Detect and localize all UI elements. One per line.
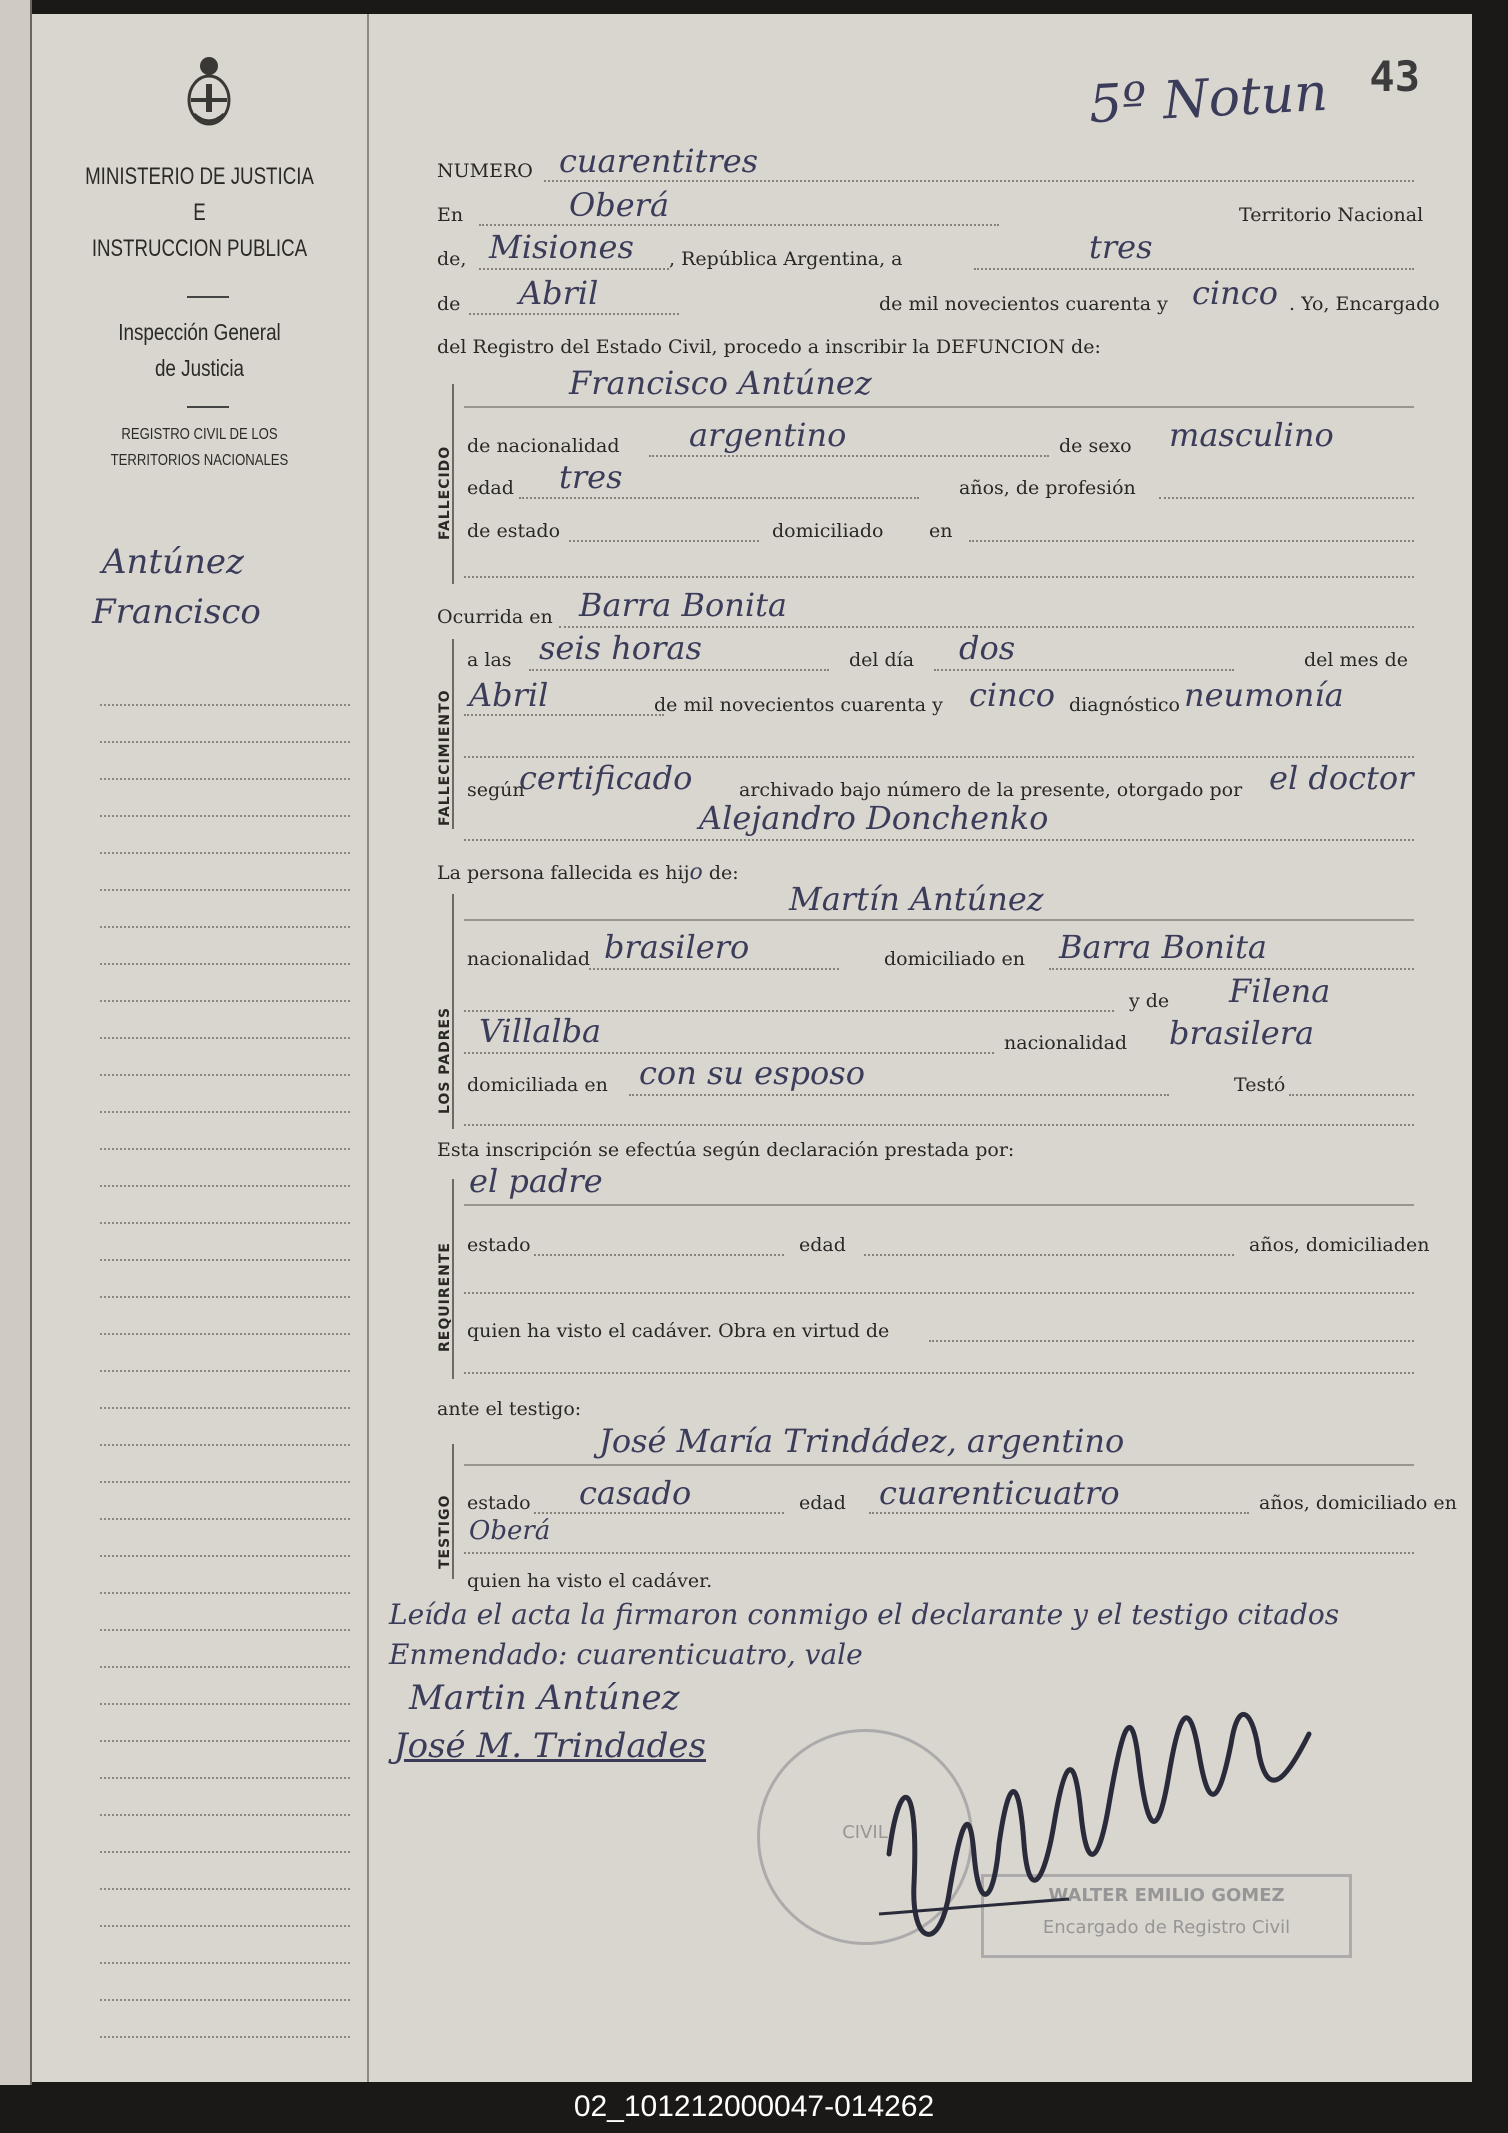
sexo-value: masculino (1169, 416, 1334, 454)
margin-line (100, 1629, 350, 1631)
padres-intro-suffix: o (689, 860, 703, 885)
book-spine (0, 0, 32, 2085)
dotted-line (519, 497, 919, 499)
closing-line-1: Leída el acta la firmaron conmigo el declarante y el testigo citados (389, 1598, 1340, 1631)
doctor-value: el doctor (1269, 759, 1414, 797)
margin-line (100, 1148, 350, 1150)
dotted-line (589, 968, 839, 970)
closing-line-2: Enmendado: cuarenticuatro, vale (389, 1638, 863, 1671)
margin-line (100, 778, 350, 780)
edad-label: edad (467, 477, 514, 499)
dotted-line (969, 540, 1414, 542)
stamp-role: Encargado de Registro Civil (1042, 1917, 1291, 1938)
margin-line (100, 1555, 350, 1557)
testigo-visto-label: quien ha visto el cadáver. (467, 1570, 713, 1592)
left-margin-column (32, 14, 369, 2082)
dotted-line (869, 1512, 1249, 1514)
domiciliado-padre-label: domiciliado en (884, 948, 1026, 970)
testigo-intro: ante el testigo: (437, 1398, 582, 1420)
dotted-line (1159, 497, 1414, 499)
dotted-line (1049, 968, 1414, 970)
padres-intro-end: de: (708, 862, 739, 884)
margin-line (100, 1777, 350, 1779)
ministry-line-1: MINISTERIO DE JUSTICIA (85, 163, 314, 190)
margin-surname: Antúnez (102, 542, 244, 582)
margin-line (100, 1185, 350, 1187)
dotted-line (649, 455, 1049, 457)
hora-value: seis horas (539, 629, 702, 667)
margin-line (100, 1518, 350, 1520)
margin-line (100, 1333, 350, 1335)
territorio-value: Misiones (489, 228, 634, 266)
dotted-line (534, 1254, 784, 1256)
registro-label: del Registro del Estado Civil, procedo a inscribir la DEFUNCION de: (437, 336, 1101, 358)
margin-line (100, 1370, 350, 1372)
office-line-1: Inspección General (118, 319, 281, 345)
margin-line (100, 1259, 350, 1261)
margin-line (100, 926, 350, 928)
padre-domicilio: Barra Bonita (1059, 928, 1267, 966)
nacionalidad-value: argentino (689, 416, 847, 454)
margin-line (100, 1999, 350, 2001)
margin-line (100, 1851, 350, 1853)
dotted-line (629, 1094, 1169, 1096)
testigo-estado-value: casado (579, 1474, 692, 1512)
dotted-line (534, 1512, 784, 1514)
margin-line (100, 1222, 350, 1224)
dotted-line (544, 180, 1414, 182)
margin-line (100, 889, 350, 891)
margin-line (100, 1481, 350, 1483)
diagnostico-label: diagnóstico (1069, 694, 1180, 716)
argentine-coat-of-arms-icon (182, 54, 236, 130)
dia-value: tres (1089, 228, 1153, 266)
dia-label: del día (849, 649, 915, 671)
section-testigo: TESTIGO (437, 1494, 453, 1569)
req-visto-label: quien ha visto el cadáver. Obra en virtud de (467, 1320, 890, 1342)
section-requirente: REQUIRENTE (437, 1242, 453, 1352)
margin-line (100, 1925, 350, 1927)
dotted-line (464, 839, 1414, 841)
registry-heading (62, 422, 337, 474)
dotted-line (464, 1124, 1414, 1126)
en-label: En (437, 204, 464, 226)
margin-line (100, 1037, 350, 1039)
office-heading (62, 314, 337, 386)
margin-line (100, 1962, 350, 1964)
segun-label: según (467, 779, 525, 801)
de-label: de, (437, 248, 467, 270)
margin-line (100, 963, 350, 965)
encargado-label: . Yo, Encargado (1289, 293, 1440, 315)
domiciliado-label: domiciliado (772, 520, 884, 542)
dotted-line (464, 1552, 1414, 1554)
testigo-anios-label: años, domiciliado en (1259, 1492, 1457, 1514)
margin-line (100, 1000, 350, 1002)
anio-value: cinco (1192, 274, 1278, 312)
testigo-nombre: José María Trindádez, argentino (599, 1422, 1125, 1460)
dotted-line (464, 576, 1414, 578)
anio-label: de mil novecientos cuarenta y (879, 293, 1168, 315)
margin-line (100, 1111, 350, 1113)
de2-label: de (437, 293, 461, 315)
section-padres: LOS PADRES (437, 1006, 453, 1114)
anio-fallec-label: de mil novecientos cuarenta y (654, 694, 943, 716)
office-line-2: de Justicia (154, 355, 245, 381)
stamp-circle-text: CIVIL (842, 1822, 888, 1843)
yde-label: y de (1129, 990, 1170, 1012)
mes-value: Abril (519, 274, 599, 312)
dotted-line (469, 313, 679, 315)
margin-line (100, 1888, 350, 1890)
margin-line (100, 2036, 350, 2038)
padre-nacionalidad: brasilero (604, 928, 750, 966)
dotted-line (974, 268, 1414, 270)
numero-value: cuarentitres (559, 142, 759, 180)
estado-label: de estado (467, 520, 561, 542)
ministry-line-3: INSTRUCCION PUBLICA (91, 235, 308, 262)
dotted-line (464, 756, 1414, 758)
req-en-label: en (1406, 1234, 1430, 1256)
rule-line (464, 1204, 1414, 1206)
archivado-label: archivado bajo número de la presente, otorgado por (739, 779, 1243, 801)
margin-line (100, 1407, 350, 1409)
testigo-estado-label: estado (467, 1492, 531, 1514)
signature-declarante: Martin Antúnez (409, 1678, 680, 1718)
diagnostico-value: neumonía (1184, 676, 1344, 714)
dotted-line (464, 1292, 1414, 1294)
domiciliada-label: domiciliada en (467, 1074, 608, 1096)
dotted-line (529, 669, 829, 671)
registry-line-1: REGISTRO CIVIL DE LOS (121, 426, 278, 443)
dotted-line (864, 1254, 1234, 1256)
margin-line (100, 1814, 350, 1816)
section-fallecido: FALLECIDO (437, 445, 453, 540)
en-label-2: en (929, 520, 953, 542)
section-fallecimiento: FALLECIMIENTO (437, 689, 453, 826)
rule-line (464, 406, 1414, 408)
nacionalidad-padre-label: nacionalidad (467, 948, 591, 970)
madre-apellido: Villalba (479, 1012, 602, 1050)
margin-line (100, 704, 350, 706)
padres-intro-text: La persona fallecida es hij (437, 862, 690, 884)
dotted-line (569, 540, 759, 542)
death-record-form (369, 14, 1472, 2082)
dotted-line (929, 1340, 1414, 1342)
dotted-line (1289, 1094, 1414, 1096)
dia-fallec-value: dos (959, 629, 1016, 667)
divider (187, 296, 229, 298)
mes-label: del mes de (1304, 649, 1408, 671)
margin-line (100, 852, 350, 854)
ministry-heading (69, 159, 330, 267)
testigo-edad-value: cuarenticuatro (879, 1474, 1120, 1512)
margin-line (100, 1740, 350, 1742)
dotted-line (479, 224, 999, 226)
madre-nombre: Filena (1229, 972, 1331, 1010)
madre-domicilio: con su esposo (639, 1054, 865, 1092)
margin-line (100, 1592, 350, 1594)
margin-line (100, 1444, 350, 1446)
doctor-name: Alejandro Donchenko (699, 799, 1049, 837)
alas-label: a las (467, 649, 512, 671)
dotted-line (559, 626, 1414, 628)
image-identifier: 02_101212000047-014262 (573, 2090, 935, 2123)
stamp-name: WALTER EMILIO GOMEZ (1048, 1885, 1285, 1906)
margin-given-name: Francisco (92, 592, 261, 632)
republica-label: , República Argentina, a (669, 248, 903, 270)
requirente-intro: Esta inscripción se efectúa según declaración prestada por: (437, 1139, 1015, 1161)
numero-label: NUMERO (437, 160, 533, 182)
testigo-edad-label: edad (799, 1492, 846, 1514)
req-estado-label: estado (467, 1234, 531, 1256)
mes-fallec-value: Abril (469, 676, 549, 714)
handwritten-top-note: 5º Notun (1087, 62, 1330, 136)
en-value: Oberá (569, 186, 670, 224)
ministry-line-2: E (193, 199, 206, 226)
profesion-label: años, de profesión (959, 477, 1136, 499)
lugar-value: Barra Bonita (579, 586, 787, 624)
dotted-line (464, 1372, 1414, 1374)
testigo-domicilio-value: Oberá (469, 1516, 551, 1546)
signature-testigo: José M. Trindades (394, 1726, 706, 1766)
margin-line (100, 1296, 350, 1298)
dotted-line (464, 714, 664, 716)
nacionalidad-label: de nacionalidad (467, 435, 620, 457)
document-page (32, 14, 1472, 2082)
margin-line (100, 1074, 350, 1076)
fallecido-nombre: Francisco Antúnez (569, 364, 872, 402)
declarante-value: el padre (469, 1162, 603, 1200)
margin-line (100, 1703, 350, 1705)
ocurrida-label: Ocurrida en (437, 606, 553, 628)
margin-line (100, 741, 350, 743)
testo-label: Testó (1234, 1074, 1286, 1096)
rule-line (464, 1464, 1414, 1466)
req-edad-label: edad (799, 1234, 846, 1256)
page-number: 43 (1369, 52, 1420, 101)
padre-nombre: Martín Antúnez (789, 880, 1044, 918)
territorio-label: Territorio Nacional (1239, 204, 1424, 226)
req-anios-label: años, domiciliad (1249, 1234, 1406, 1256)
margin-line (100, 815, 350, 817)
nacionalidad-madre-label: nacionalidad (1004, 1032, 1128, 1054)
madre-nacionalidad: brasilera (1169, 1014, 1315, 1052)
padres-intro (437, 860, 739, 885)
anio-fallec-value: cinco (969, 676, 1055, 714)
rule-line (464, 919, 1414, 921)
edad-value: tres (559, 458, 623, 496)
dotted-line (479, 268, 669, 270)
margin-line (100, 1666, 350, 1668)
certificado-value: certificado (519, 759, 693, 797)
sexo-label: de sexo (1059, 435, 1132, 457)
dotted-line (934, 669, 1234, 671)
divider (187, 406, 229, 408)
official-signature (859, 1654, 1379, 1974)
registry-line-2: TERRITORIOS NACIONALES (110, 452, 289, 469)
